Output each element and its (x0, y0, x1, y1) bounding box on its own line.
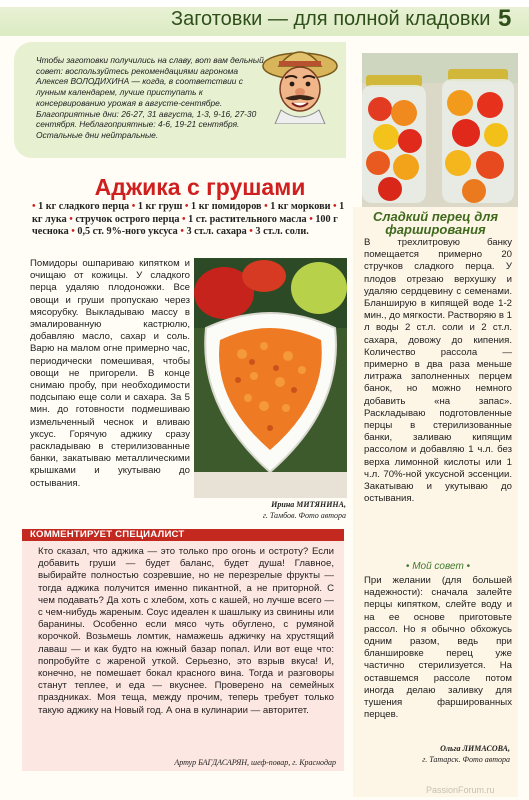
pepper-title: Сладкий перец для фарширования (373, 209, 498, 237)
ingredient-list: • 1 кг сладкого перца • 1 кг груш • 1 кг помидоров • 1 кг моркови • 1 кг лука • стручок острого перца • 1 ст. растительного масла • 100 г чеснока • 0,5 ст. 9%-ного уксуса • 3 ст.л. сахара • 3 ст.л. соли. (32, 201, 345, 238)
advice-text: При желании (для большей надежности): сначала залейте перцы кипятком, слейте воду и на ее основе приготовьте рассол. Но я обычно обхожусь одним разом, ведь при бланшировке перец уже частично стерилизуется. На оставшемся рассоле потом иногда делаю заливку для тушения фаршированных перцев. (364, 575, 512, 721)
ingredient: 1 кг сладкого перца (38, 201, 130, 212)
advice-heading: • Мой совет • (405, 561, 471, 572)
ingredient: 100 г чеснока (32, 213, 338, 238)
pepper-author (360, 744, 510, 765)
lunar-tip-text: Чтобы заготовки получились на славу, вот вам дельный совет: воспользуйтесь рекомендациями агронома Алексея ВОЛОДИХИНА — когда, в соответствии с лунным календарем, лучше приступать к консервированию урожая в августе-сентябре. Благоприятные дни: 26-27, 31 августа, 1-3, 9-16, 27-30 сентября. Неблагоприятные: 4-6, 19-21 сентября. Остальные дни нейтральные. (36, 55, 264, 140)
agronomist-avatar-icon (259, 44, 341, 124)
page-number: 5 (498, 5, 512, 32)
adjika-photo (194, 258, 347, 498)
section-header (0, 0, 529, 36)
watermark: PassionForum.ru (426, 785, 495, 795)
recipe-author-place: г. Тамбов. Фото автора (262, 510, 346, 520)
section-title: Заготовки — для полной кладовки (171, 8, 491, 30)
comment-signature: Артур БАГДАСАРЯН, шеф-повар, г. Краснодар (174, 758, 336, 767)
comment-heading: КОММЕНТИРУЕТ СПЕЦИАЛИСТ (30, 529, 185, 540)
pepper-text: В трехлитровую банку помещается примерно 20 стручков сладкого перца. У плодов отрезаю верхушку и удаляю сердцевину с семенами. Бланширую в кипящей воде 1-2 мин., до мягкости. Растворяю в 1 л воды 2 ст.л. соли и 2 ст.л. сахара, довожу до кипения. Количество рассола — примерно в два раза меньше литража заполненных перцем банок, но можно немного добавить «на запас». Раскладываю подготовленные перцы в стерилизованные банки, заливаю кипящим рассолом и добавляю 1 ч.л. без верха лимонной кислоты или 1 ч.л. 70%-ной уксусной эссенции. Закатываю и укутываю до остывания. (364, 237, 512, 505)
ingredient: 3 ст.л. соли. (255, 226, 309, 238)
ingredient: 1 кг моркови (270, 201, 331, 212)
ingredient: стручок острого перца (75, 213, 180, 225)
jars-photo (362, 53, 518, 207)
ingredient: 0,5 ст. 9%-ного уксуса (77, 226, 178, 238)
pepper-author-place: г. Татарск. Фото автора (422, 754, 510, 764)
ingredient: 1 ст. растительного масла (188, 213, 307, 225)
recipe-author-name: Ирина МИТЯНИНА, (271, 500, 346, 509)
pepper-author-name: Ольга ЛИМАСОВА, (440, 744, 510, 753)
recipe-title: Аджика с грушами (94, 174, 306, 200)
recipe-body: Помидоры ошпариваю кипятком и очищаю от кожицы. У сладкого перца удаляю плодоножки. Все овощи и груши пропускаю через мясорубку. Выкладываю массу в эмалированную кастрюлю, добавляю масло, сахар и соль. Варю на малом огне примерно час, периодически помешивая, чтобы овощи не пригорели. В конце снимаю пробу, при необходимости подсыпаю еще соли и сахара. За 5 мин. до готовности подмешиваю измельченный чеснок и вливаю уксус. Горячую аджику сразу раскладываю в стерилизованные банки, закатываю металлическими крышками и укутываю до остывания. (30, 258, 190, 489)
ingredient: 1 кг лука (32, 201, 345, 225)
ingredient: 1 кг груш (137, 201, 183, 212)
ingredient: 3 ст.л. сахара (186, 226, 247, 238)
comment-text: Кто сказал, что аджика — это только про огонь и остроту? Если добавить груши — будет баланс, будет душа! Главное, выбирайте полностью созревшие, но не перезрелые фрукты — тогда аджика получится именно пикантной, а не приторной. С чем подавать? Да хоть с хлебом, хоть с кашей, но лучше всего — с чем-нибудь жареным. Соус идеален к шашлыку из свинины или баранины. Особенно если мясо чуть обуглено, с румяной корочкой. Возьмешь ломтик, намажешь аджичку на хрустящий лаваш — и как будто на южный базар попал. Или вот еще что: попробуйте с жареной уткой. Серьезно, это взрыв вкуса! И, конечно, не помешает бокал красного вина. Тогда и разговоры станут теплее, и еда — вкуснее. Проверено на семейных праздниках. Моя теща, между прочим, теперь требует только такую аджику на Новый год. А она в кулинарии — авторитет. (38, 546, 334, 716)
recipe-author (200, 500, 346, 521)
ingredient: 1 кг помидоров (191, 201, 262, 212)
